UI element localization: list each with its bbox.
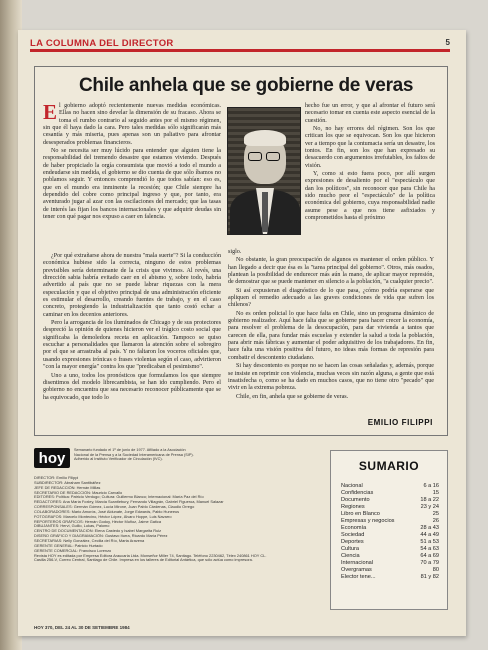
sumario-item [341,483,439,490]
credit-line: DIRECTOR: Emilio Filippi [34,476,79,480]
article-paragraph: No, no hay errores del régimen. Son los que critican los que se equivocan. Son los que hicieron ver a tiempo que la contumacia sería un desastre, los tontos. En fin, son los que han expresado su desacuerdo con argumentos irrefutables, los faltos de visión. [305,126,435,169]
article-column-2 [228,249,434,402]
sumario-item [341,539,439,546]
sumario-item [341,574,439,581]
sumario-item [341,532,439,539]
sumario-section: Nacional [341,483,363,489]
sumario-section: Documento [341,497,370,503]
sumario-item [341,546,439,553]
sumario-title: SUMARIO [358,459,420,473]
sumario-pages: 26 [432,518,439,524]
article-paragraph: No obstante, la gran preocupación de algunos es mantener el orden público. Y han llegado a decir que ésa es la "tarea principal del gobierno". Otros, más osados, plantean la posibilidad de endurecer más aún la mano, de aplicar mayor represión, de demostrar que se puede mantener en silencio a la población, "a cualquier precio". [228,257,434,286]
sumario-item [341,518,439,525]
credit-line: SECRETARIO DE REDACCIÓN: Mauricio Carvallo [34,490,123,495]
sumario-box [330,450,448,610]
article-paragraph: Pero la arrogancia de los iluminados de Chicago y de sus protectores despreció la opinión de quienes hicieron ver el trágico costo social que significaba la demoledora receta en aplicación. Tampoco se quiso escuchar a personalidades que llamaron la atención sobre el sobregiro por el que se arrastraba al país. Y no faltaron los voceros oficiales que, usando expresiones irónicas o frases violentas según el caso, advirtieron "con la mayor energía" contra los que "predicaban el pesimismo". [43,320,221,371]
credit-line: GERENTE COMERCIAL: Francisco Lorenzo [34,548,112,553]
sumario-pages: 44 a 49 [420,532,439,538]
sumario-item [341,504,439,511]
article-column-1 [43,100,221,223]
sumario-section: Regiones [341,504,365,510]
article-column-3 [305,103,435,224]
article-paragraph: No se necesita ser muy lúcido para entender que alguien tiene la responsabilidad del tremendo desastre que estamos viviendo. Después de haber propiciado la orgía consumista que movió a todo el mundo a endeudarse sin medida, el gobierno se dio cuenta de que sólo íbamos no poblamos seguir. Y entonces comprendió lo que todos sabían: eso es, que en el mundo era inminente la recesión; que Chile siempre ha dependido del cobre como principal ingreso y que, por tanto, era aventurado jugar al azar con las oscilaciones del mercado; que las tasas de interés las fijan los bancos internacionales y que adquirir deudas sin tener con qué pagar nos expuso a caer en falencia. [43,148,221,221]
sumario-item [341,490,439,497]
sumario-list [341,483,439,581]
sumario-item [341,497,439,504]
sumario-pages: 80 [432,567,439,573]
sumario-pages: 54 a 63 [420,546,439,552]
credit-line: EDITORES: Política: Patricio Verdugo; Cultura: Guillermo Blanco; Internacional: María Paz del Río [34,495,204,500]
drop-cap: E [43,100,58,124]
credit-line: CENTRO DE DOCUMENTACIÓN: Elena Castedo y Isabel Margarita Ruiz [34,529,162,534]
sumario-pages: 23 y 24 [420,504,439,510]
masthead [34,444,324,616]
credit-line: Casilla 256-V, Correo Central, Santiago de Chile. Impresa en los talleres de Editorial Antártica, que sólo actúa como impresora. [34,558,253,563]
sumario-pages: 25 [432,511,439,517]
sumario-pages: 28 a 43 [420,525,439,531]
credit-line: SECRETARIAS: Nelly González, Cecilia del Río, Marta Aravena [34,538,145,543]
credit-line: REDACTORES: Ana María Foxley, Marcia Scantlebury, Fernando Villagrán, Gabriel Figueroa, Manuel Salazar [34,500,224,505]
article-paragraph: Si así expusieran el diagnóstico de lo que pasa, ¿cómo podría esperarse que apliquen el remedio adecuado a las graves condiciones de vida que sufren los chilenos? [228,287,434,309]
article-paragraph: siglo. [228,249,242,255]
credit-line: SUBDIRECTOR: Abraham Santibáñez [34,480,101,485]
sumario-section: Cultura [341,546,360,552]
editorial-article [34,66,448,436]
credit-line: FOTÓGRAFOS: Marcelo Montecino, Héctor López, Álvaro Hoppe, Luis Navarro [34,514,172,519]
credit-line: DISEÑO GRÁFICO Y DIAGRAMACIÓN: Gustavo Iturra, Ricardo María Pérez [34,534,168,539]
credit-line: DIBUJANTES: Hervi, Guillo, Lukas, Palomo [34,524,110,529]
sumario-section: Confidencias [341,490,374,496]
hoy-logo: hoy [34,448,70,468]
sumario-section: Sociedad [341,532,365,538]
sumario-item [341,553,439,560]
sumario-item [341,511,439,518]
founded-note: Semanario fundado el 1º de junio de 1977. Afiliado a la Asociación Nacional de la Prensa y a la Sociedad Interamericana de Prensa (SIP). Adherido al Instituto Verificador de Circulación (IVC). [74,448,194,462]
credit-line: GERENTE GENERAL: Patricio Hurtado [34,543,103,548]
article-headline: Chile anhela que se gobierne de veras [79,75,414,96]
article-paragraph: No es orden policial lo que hace falta en Chile, sino un programa dinámico de gobierno realizador. Aquí hace falta que se gobierne para hacer crecer la economía, para resolver el problema de la desocupación, para dar vivienda a tantos que carecen de ella, para fundar más escuelas y extender la salud a toda la población, para abrir más fábricas y aumentar el poder adquisitivo de los trabajadores. En fin, hace falta una visión positiva del futuro, no ideas más formas de represión para combatir el descontento ciudadano. [228,310,434,361]
article-paragraph: Y, como si esto fuera poco, por allí surgen expresiones de desaliento por el "espectáculo que dan los políticos", sin reconocer que para Chile ha sido mucho peor el "espectáculo" de la política económica del gobierno, cuya responsabilidad nadie asume pese a que nos tiene asfixiados y comprometidos hasta el próximo [305,171,435,222]
article-paragraph: ¿Por qué extrañarse ahora de nuestra "mala suerte"? Si la conducción económica hubiese sido la correcta, ninguno de estos problemas previsibles sería determinante de la crisis que vivimos. Al revés, una dirección sabia habría evitado caer en el abismo y, sobre todo, habría advertido al país que no se puede labrar riquezas con la mera especulación y que el objetivo principal de una administración eficiente es estimular el desarrollo, creando fuentes de trabajo, y en el caso concreto, protegiendo la industrialización que tanto costó echar a caminar en los decenios anteriores. [43,253,221,318]
author-photo [227,107,301,235]
sumario-pages: 15 [432,490,439,496]
sumario-pages: 64 a 69 [420,553,439,559]
sumario-pages: 6 a 16 [423,483,439,489]
credit-line: JEFE DE REDACCIÓN: Hernán Millas [34,485,101,490]
credit-line: REPORTEROS GRÁFICOS: Hernán Godoy, Héctor Muñoz, Jaime Gatica [34,519,161,524]
page-number: 5 [445,38,450,47]
article-column-1-continued [43,253,221,403]
column-title: LA COLUMNA DEL DIRECTOR [30,38,178,49]
article-paragraph: El gobierno adoptó recientemente nuevas medidas económicas. Ellas no hacen sino develar la dimensión de su fracaso. Ahora se toma el rumbo contrario al seguido antes por el mismo régimen, sin que él haya dado la cara. Pero tales medidas sólo significarán más cesantía y más miseria, pues apenas son un paliativo para afrontar desesperados problemas financieros. [43,100,221,146]
staff-credits [34,476,324,563]
credit-line: COLABORADORES: Mario Amorós, José Aldunate, Jorge Edwards, Pablo Huneeus [34,509,180,514]
sumario-section: Ciencia [341,553,360,559]
article-paragraph: Chile, en fin, anhela que se gobierne de veras. [236,393,349,400]
column-header [30,40,450,52]
sumario-section: Overgramas [341,567,372,573]
sumario-section: Internacional [341,560,374,566]
sumario-section: Economía [341,525,367,531]
article-paragraph: Uno a uno, todos los pronósticos que formulamos los que siempre disentimos del modelo librecambista, se han ido cumpliendo. Pero el gobierno no encuentra que sea necesario reconocer públicamente que se ha equivocado, que todo lo [43,372,221,401]
credit-line: Revista HOY es editada por Empresa Editora Araucaria Ltda. Monseñor Miller 74, Santiago. Teléfono 2230462, Télex 240861 HOY CL. [34,553,267,558]
sumario-pages: 18 a 22 [420,497,439,503]
issue-footer: HOY 370, DEL 24 AL 30 DE SETIEMBRE 1984 [34,625,130,630]
sumario-item [341,560,439,567]
author-signature: EMILIO FILIPPI [367,418,433,427]
sumario-pages: 70 a 79 [420,560,439,566]
sumario-item [341,567,439,574]
sumario-pages: 51 a 53 [420,539,439,545]
article-paragraph: Si hay descontento es porque no se hacen las cosas señaladas y, además, porque se insiste en reprimir con violencia, muchas veces sin razón alguna, a gente que está insatisfecha o, como se ha dado en muchos casos, que no tiene otro "pecado" que vivir en la extrema pobreza. [228,363,434,392]
sumario-item [341,525,439,532]
sumario-pages: 81 y 82 [420,574,439,580]
sumario-section: Deportes [341,539,364,545]
sumario-section: Empresas y negocios [341,518,395,524]
magazine-page [18,30,466,636]
credit-line: CORRESPONSALES: Germán Gómez, Lucía Mirone, Juan Pablo Cárdenas, Claudio Orrego [34,505,195,510]
sumario-section: Libro en Blanco [341,511,380,517]
sumario-section: Elector tene... [341,574,376,580]
article-paragraph: hecho fue un error, y que al afrontar el futuro será necesario tomar en cuenta este aspecto esencial de la cuestión. [305,103,435,124]
